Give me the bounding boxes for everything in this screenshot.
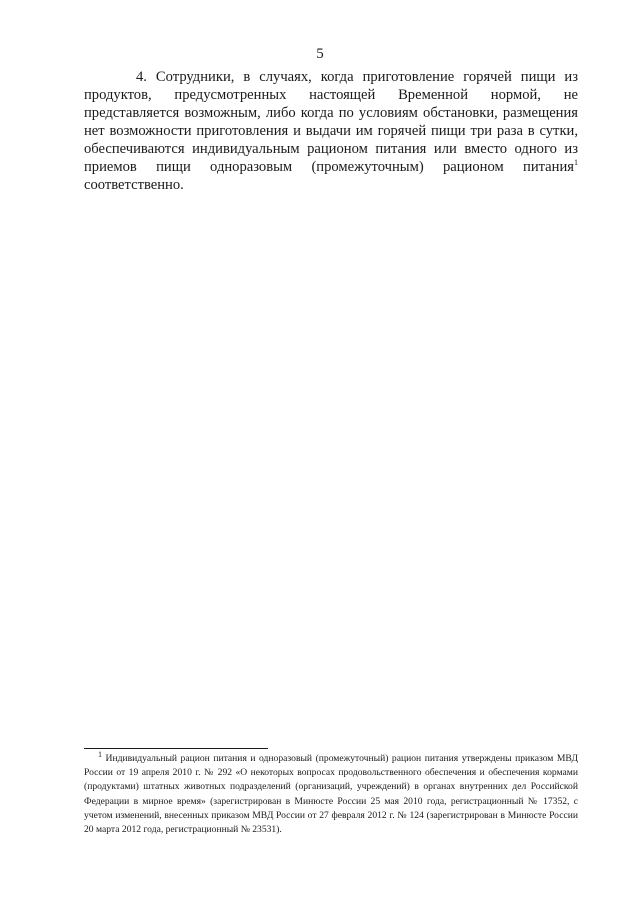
paragraph-tail: соответственно. [84, 177, 184, 193]
footnote-separator [84, 748, 268, 749]
main-paragraph [84, 68, 578, 194]
footnote-reference: 1 [574, 158, 578, 168]
footnote-text: Индивидуальный рацион питания и одноразовый (промежуточный) рацион питания утверждены приказом МВД России от 19 апреля 2010 г. № 292 «О некоторых вопросах продовольственного обеспечения и обеспечения кормами (продуктами) штатных животных подразделений (организаций, учреждений) в органах внутренних дел Российской Федерации в мирное время» (зарегистрирован в Минюсте России 25 мая 2010 года, регистрационный № 17352, с учетом изменений, внесенных приказом МВД России от 27 февраля 2012 г. № 124 (зарегистрирован в Минюсте России 20 марта 2012 года, регистрационный № 23531). [84, 753, 579, 836]
paragraph-body: 4. Сотрудники, в случаях, когда приготовление горячей пищи из продуктов, предусмотренных настоящей Временной нормой, не представляется возможным, либо когда по условиям обстановки, размещения нет возможности приготовления и выдачи им горячей пищи три раза в сутки, обеспечиваются индивидуальным рационом питания или вместо одного из приемов пищи одноразовым (промежуточным) рационом питания [84, 69, 578, 175]
page-number: 5 [316, 46, 324, 62]
footnote [84, 749, 579, 837]
footnote-marker: 1 [98, 749, 102, 759]
